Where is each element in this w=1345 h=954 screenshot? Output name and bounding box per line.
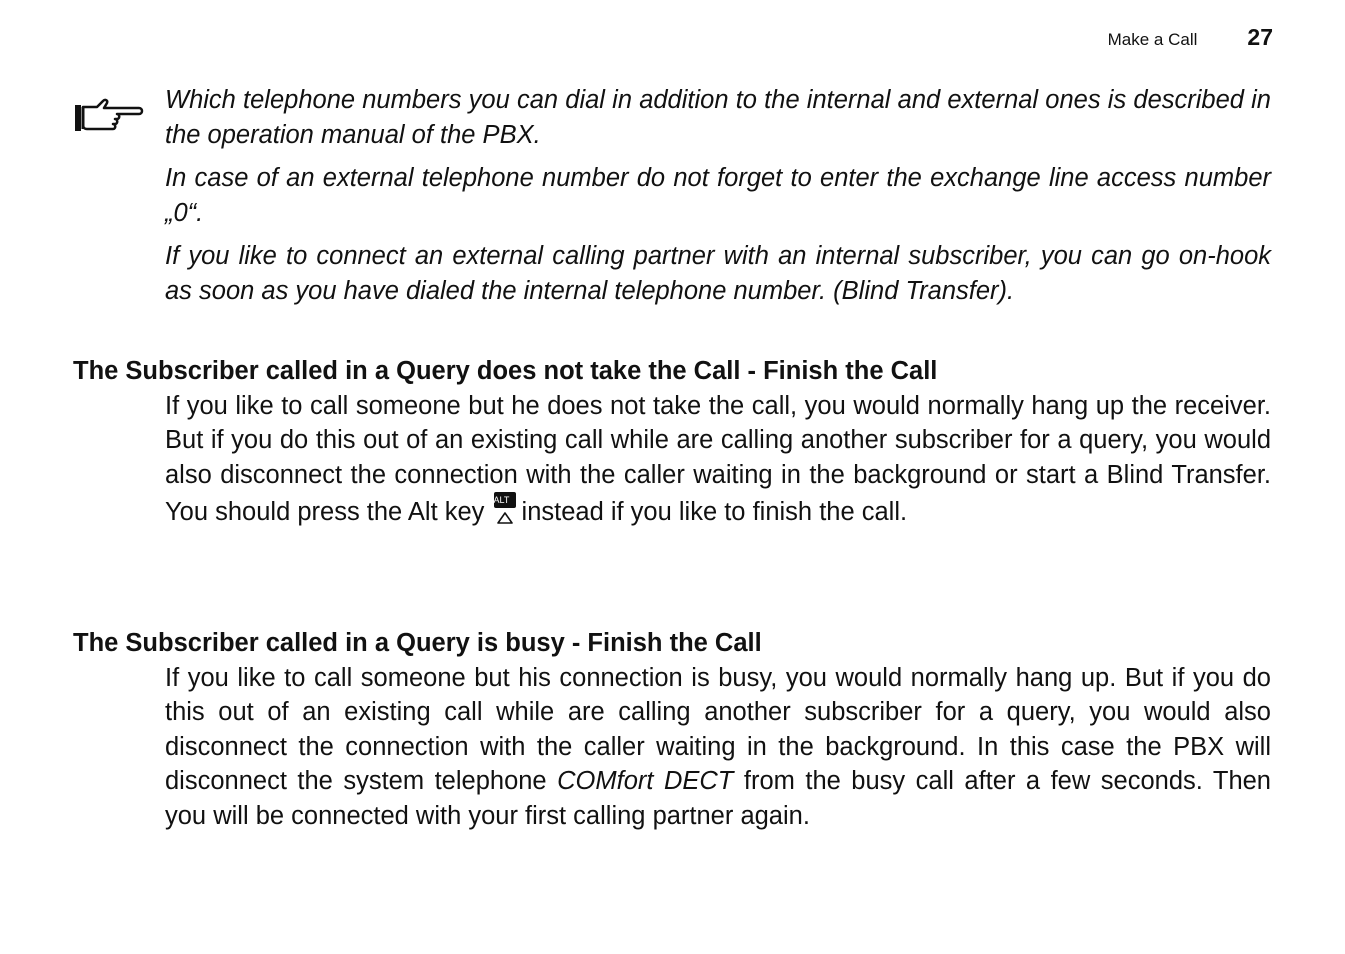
section-no-answer bbox=[73, 354, 1271, 530]
notes-block bbox=[165, 83, 1271, 317]
section-body: If you like to call someone but his connection is busy, you would normally hang up. But if you do this out of an existing call while are calling another subscriber for a query, you would also disconnect the connection with the caller waiting in the background. In this case the PBX will disconnect the system telephone COMfort DECT from the busy call after a few seconds. Then you will be connected with your first calling partner again. bbox=[165, 663, 1271, 830]
section-body: If you like to call someone but he does not take the call, you would normally hang up the receiver. But if you do this out of an existing call while are calling another subscriber for a query, you would also disconnect the connection with the caller waiting in the background or start a Blind Transfer. You should press the Alt key ALT instead if you like to finish the call. bbox=[165, 391, 1271, 526]
section-busy bbox=[73, 626, 1271, 833]
running-header-section: Make a Call bbox=[1107, 30, 1198, 49]
page-number: 27 bbox=[1247, 24, 1273, 50]
note-paragraph: If you like to connect an external calling partner with an internal subscriber, you can go on-hook as soon as you have dialed the internal telephone number. (Blind Transfer). bbox=[165, 242, 1271, 305]
section-heading: The Subscriber called in a Query does not take the Call - Finish the Call bbox=[73, 357, 938, 385]
section-heading: The Subscriber called in a Query is busy - Finish the Call bbox=[73, 629, 762, 657]
product-name: COMfort DECT bbox=[557, 767, 734, 795]
alt-key-icon bbox=[494, 492, 516, 528]
alt-key-label: ALT bbox=[494, 492, 516, 508]
pointing-hand-icon bbox=[73, 95, 145, 135]
page-header bbox=[1108, 24, 1273, 51]
note-paragraph: In case of an external telephone number do not forget to enter the exchange line access number „0“. bbox=[165, 164, 1271, 227]
note-paragraph: Which telephone numbers you can dial in addition to the internal and external ones is described in the operation manual of the PBX. bbox=[165, 86, 1271, 149]
